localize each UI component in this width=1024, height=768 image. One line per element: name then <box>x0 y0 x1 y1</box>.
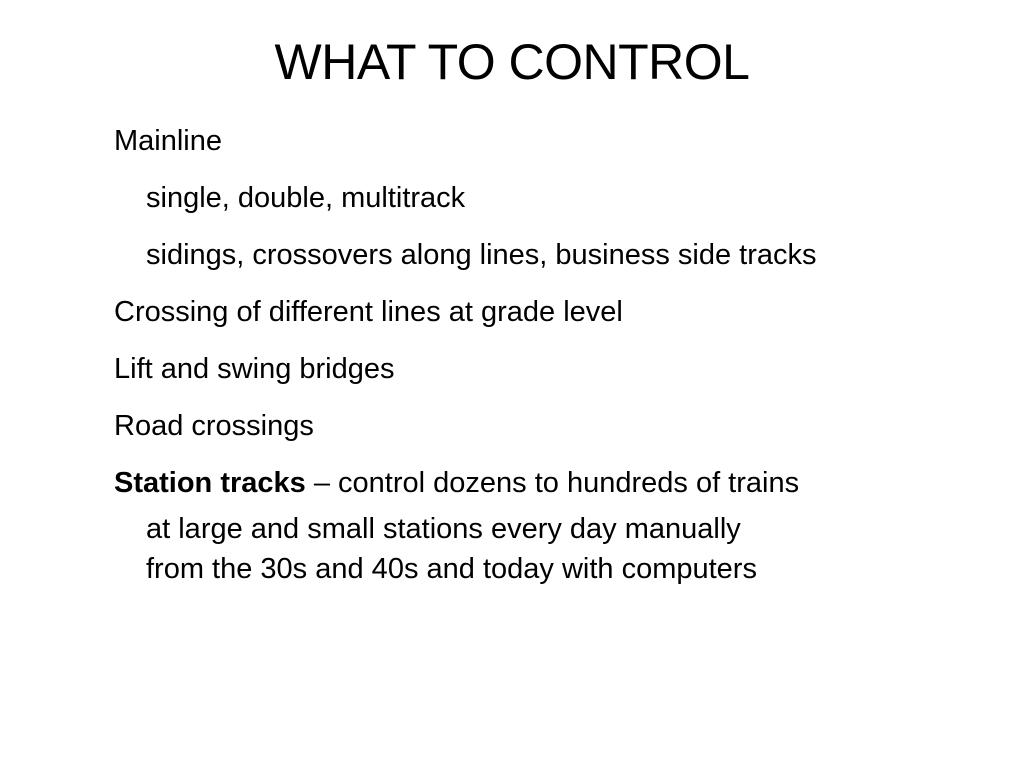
station-tracks-line-1: – control dozens to hundreds of trains <box>305 467 800 499</box>
station-tracks-heading: Station tracks <box>114 467 306 499</box>
bullet-road-crossings: Road crossings <box>114 410 314 442</box>
bullet-list <box>114 118 984 592</box>
station-tracks-line-2: at large and small stations every day manually <box>146 513 741 545</box>
bullet-bridges: Lift and swing bridges <box>114 353 395 385</box>
station-tracks-line-3: from the 30s and 40s and today with computers <box>146 553 757 585</box>
sub-bullet-sidings: sidings, crossovers along lines, business side tracks <box>146 239 817 271</box>
sub-bullet-track-types: single, double, multitrack <box>146 182 466 214</box>
slide-title: WHAT TO CONTROL <box>274 34 750 90</box>
bullet-station-tracks <box>114 460 984 592</box>
bullet-mainline: Mainline <box>114 125 222 157</box>
bullet-crossing-lines: Crossing of different lines at grade level <box>114 296 623 328</box>
